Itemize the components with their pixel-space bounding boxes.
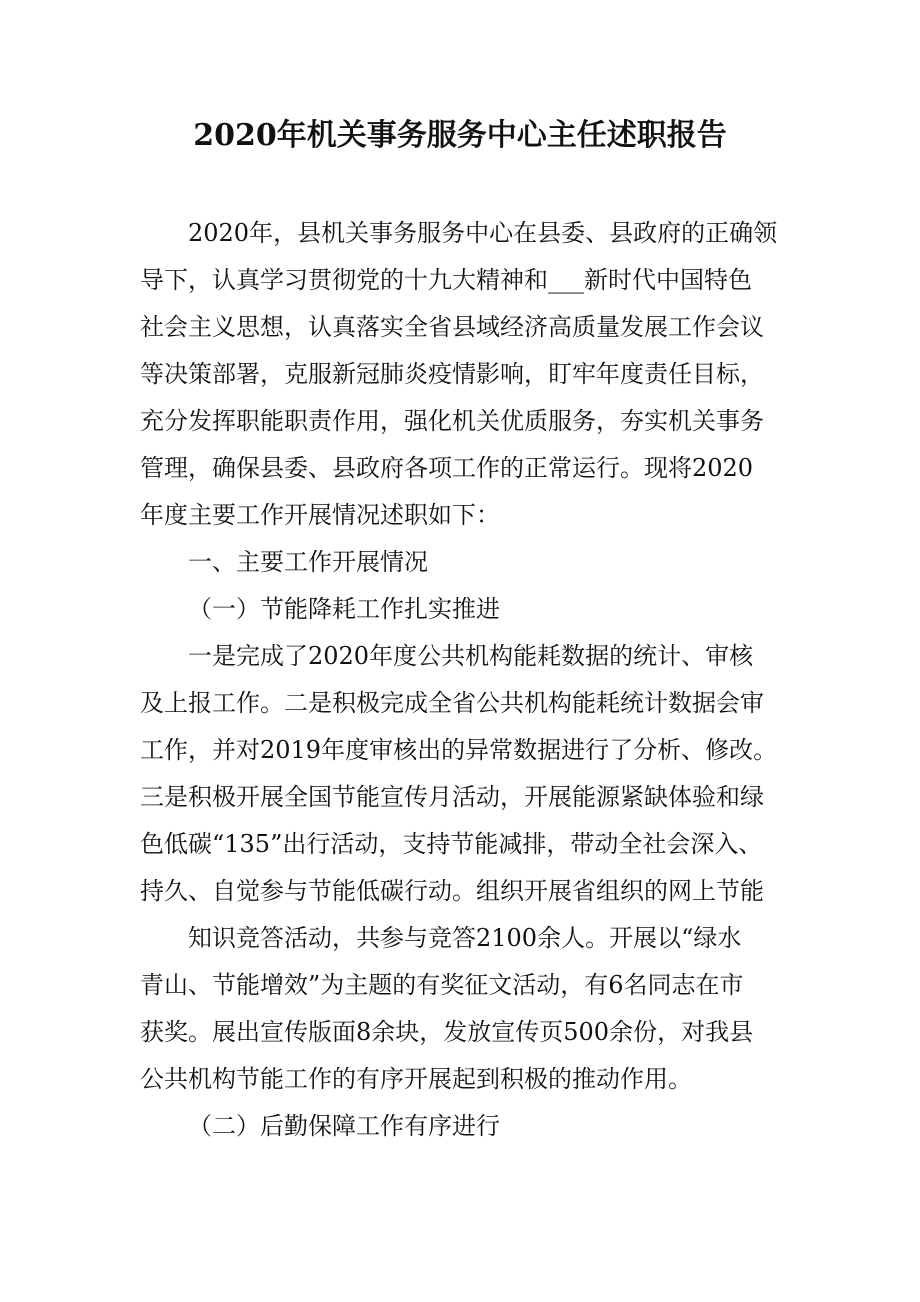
document-title: 2020年机关事务服务中心主任述职报告 bbox=[193, 118, 727, 153]
body-line: 持久、自觉参与节能低碳行动。组织开展省组织的网上节能 bbox=[140, 877, 764, 905]
body-line: 获奖。展出宣传版面8余块，发放宣传页500余份，对我县 bbox=[140, 1018, 754, 1046]
body-line: 年度主要工作开展情况述职如下： bbox=[140, 501, 500, 529]
body-line: 工作，并对2019年度审核出的异常数据进行了分析、修改。 bbox=[140, 736, 778, 764]
body-line: 等决策部署，克服新冠肺炎疫情影响，盯牢年度责任目标， bbox=[140, 360, 764, 388]
body-line: 社会主义思想，认真落实全省县域经济高质量发展工作会议 bbox=[140, 313, 764, 341]
body-line: 2020年，县机关事务服务中心在县委、县政府的正确领 bbox=[188, 219, 778, 247]
body-line: 导下，认真学习贯彻党的十九大精神和___新时代中国特色 bbox=[140, 266, 752, 294]
body-line: 管理，确保县委、县政府各项工作的正常运行。现将2020 bbox=[140, 454, 754, 482]
subsection-heading: （一）节能降耗工作扎实推进 bbox=[188, 595, 500, 623]
body-line: 充分发挥职能职责作用，强化机关优质服务，夯实机关事务 bbox=[140, 407, 764, 435]
body-line: 及上报工作。二是积极完成全省公共机构能耗统计数据会审 bbox=[140, 689, 764, 717]
body-line: 色低碳“135”出行活动，支持节能减排，带动全社会深入、 bbox=[140, 830, 763, 858]
section-heading: 一、主要工作开展情况 bbox=[188, 548, 428, 576]
body-line: 知识竞答活动，共参与竞答2100余人。开展以“绿水 bbox=[188, 924, 742, 952]
body-line: 一是完成了2020年度公共机构能耗数据的统计、审核 bbox=[188, 642, 754, 670]
body-line: 青山、节能增效”为主题的有奖征文活动，有6名同志在市 bbox=[140, 971, 744, 999]
body-line: 三是积极开展全国节能宣传月活动，开展能源紧缺体验和绿 bbox=[140, 783, 764, 811]
subsection-heading: （二）后勤保障工作有序进行 bbox=[188, 1112, 500, 1140]
body-line: 公共机构节能工作的有序开展起到积极的推动作用。 bbox=[140, 1065, 692, 1093]
